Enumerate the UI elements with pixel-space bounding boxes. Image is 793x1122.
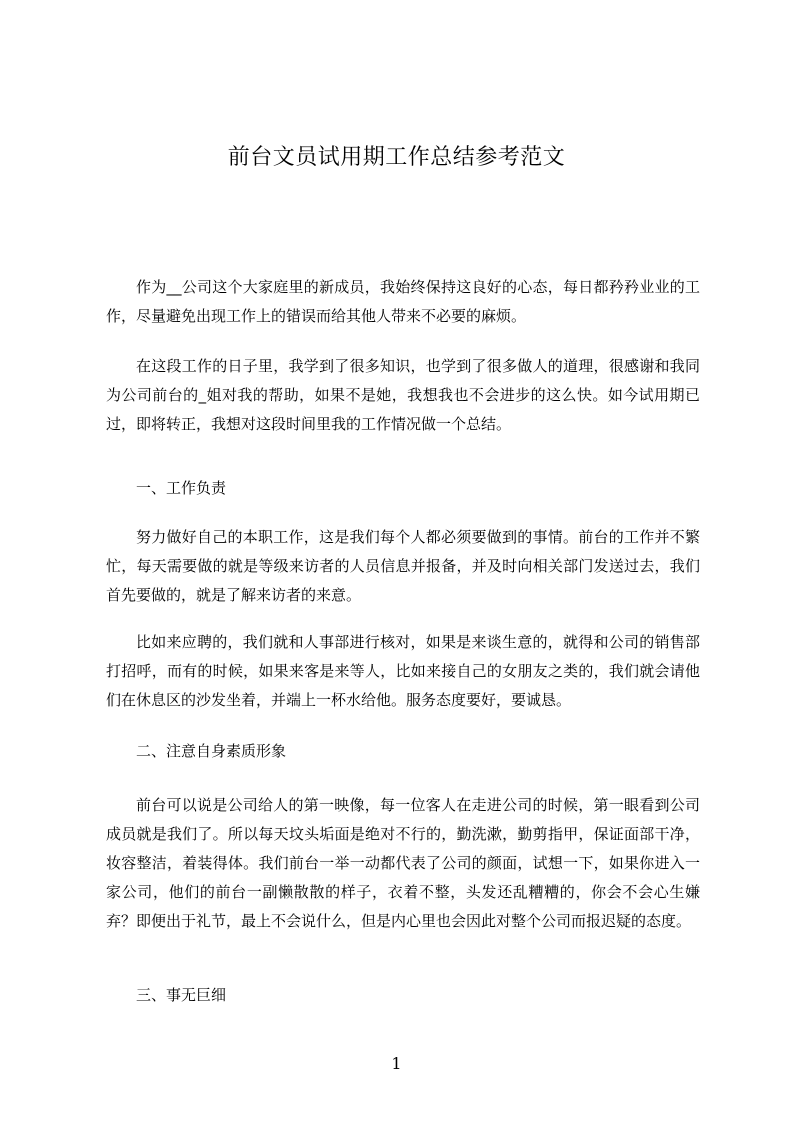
section-heading-2: 二、注意自身素质形象 — [136, 742, 287, 760]
paragraph-image: 前台可以说是公司给人的第一映像，每一位客人在走进公司的时候，第一眼看到公司成员就是我们了。所以每天坟头垢面是绝对不行的，勤洗漱，勤剪指甲，保证面部干净，妆容整洁，着装得体。我们前台一举一动都代表了公司的颜面，试想一下，如果你进入一家公司，他们的前台一副懒散散的样子，衣着不整，头发还乱糟糟的，你会不会心生嫌弃？即便出于礼节，最上不会说什么，但是内心里也会因此对整个公司而报迟疑的态度。 — [106, 796, 700, 930]
section-heading-3: 三、事无巨细 — [136, 986, 227, 1004]
paragraph-examples: 比如来应聘的，我们就和人事部进行核对，如果是来谈生意的，就得和公司的销售部打招呼，而有的时候，如果来客是来等人，比如来接自己的女朋友之类的，我们就会请他们在休息区的沙发坐着，并端上一杯水给他。服务态度要好，要诚恳。 — [106, 633, 700, 709]
section-heading-1: 一、工作负责 — [136, 479, 227, 497]
page-number: 1 — [391, 1054, 402, 1073]
paragraph-intro: 作为__公司这个大家庭里的新成员，我始终保持这良好的心态，每日都矜矜业业的工作，尽量避免出现工作上的错误而给其他人带来不必要的麻烦。 — [106, 278, 700, 325]
document-title: 前台文员试用期工作总结参考范文 — [227, 145, 566, 170]
paragraph-responsibility: 努力做好自己的本职工作，这是我们每个人都必须要做到的事情。前台的工作并不繁忙，每天需要做的就是等级来访者的人员信息并报备，并及时向相关部门发送过去，我们首先要做的，就是了解来访者的来意。 — [106, 528, 700, 604]
paragraph-learning: 在这段工作的日子里，我学到了很多知识，也学到了很多做人的道理，很感谢和我同为公司前台的_姐对我的帮助，如果不是她，我想我也不会进步的这么快。如今试用期已过，即将转正，我想对这段时间里我的工作情况做一个总结。 — [106, 357, 700, 433]
